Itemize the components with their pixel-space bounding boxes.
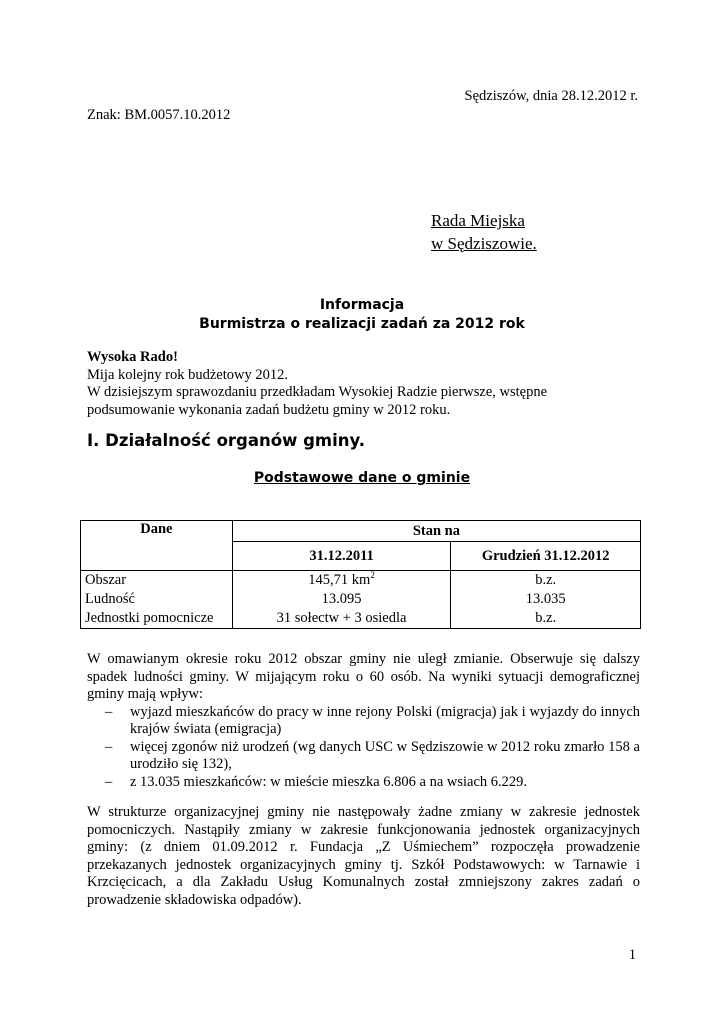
cell-ludnosc-2011: 13.095 — [321, 591, 362, 607]
list-item: – wyjazd mieszkańców do pracy w inne rejony Polski (migracja) jak i wyjazdy do innych krajów świata (emigracja) — [105, 703, 640, 737]
cell-obszar-2012: b.z. — [535, 572, 557, 588]
demography-paragraph — [87, 651, 640, 791]
municipality-data-table — [80, 520, 641, 629]
document-subtitle: Burmistrza o realizacji zadań za 2012 rok — [199, 316, 525, 332]
demography-intro: W omawianym okresie roku 2012 obszar gminy nie uległ zmianie. Obserwuje się dalszy spadek ludności gminy. W mijającym roku o 60 osób. Na wyniki sytuacji demograficznej gminy mają wpływ: — [87, 651, 640, 702]
document-title: Informacja — [319, 297, 405, 313]
demography-factors-list — [87, 704, 640, 792]
column-header-2012: Grudzień 31.12.2012 — [451, 542, 641, 571]
table-row-labels — [81, 571, 233, 629]
dash-bullet: – — [105, 703, 113, 720]
table-column-2011-values — [232, 571, 451, 629]
greeting-block — [87, 349, 640, 419]
organization-paragraph: W strukturze organizacyjnej gminy nie następowały żadne zmiany w zakresie jednostek pomocniczych. Nastąpiły zmiany w zakresie funkcjonowania jednostek organizacyjnych gminy: (z dniem 01.09.2012 r. Fundacja „Z Uśmiechem” rozpoczęła prowadzenie przekazanych jednostek organizacyjnych gminy tj. Szkół Podstawowych: w Tarnawie i Krzcięcicach, a dla Zakładu Usług Komunalnych został zmniejszony zakres zadań o prowadzenie składowiska odpadów). — [87, 804, 640, 908]
cell-jednostki-2012: b.z. — [535, 610, 557, 626]
superscript-2: 2 — [370, 570, 375, 581]
section-subheading: Podstawowe dane o gminie — [253, 470, 471, 486]
list-item: – więcej zgonów niż urodzeń (wg danych USC w Sędziszowie w 2012 roku zmarło 158 a urodziło się 132), — [105, 738, 640, 772]
cell-ludnosc-2012: 13.035 — [525, 591, 566, 607]
row-label-ludnosc: Ludność — [85, 591, 135, 607]
addressee-line-2: w Sędziszowie. — [431, 234, 537, 253]
row-label-obszar: Obszar — [85, 572, 127, 588]
list-item: – z 13.035 mieszkańców: w mieście mieszka 6.806 a na wsiach 6.229. — [105, 773, 528, 790]
document-sign: Znak: BM.0057.10.2012 — [87, 107, 231, 123]
place-date: Sędziszów, dnia 28.12.2012 r. — [464, 88, 638, 104]
addressee-line-1: Rada Miejska — [431, 211, 525, 230]
dash-bullet: – — [105, 738, 113, 755]
column-header-stan: Stan na — [232, 521, 640, 542]
page-number: 1 — [628, 947, 636, 963]
row-label-jednostki: Jednostki pomocnicze — [85, 610, 214, 626]
section-heading: I. Działalność organów gminy. — [87, 431, 365, 450]
greeting-line-2: W dzisiejszym sprawozdaniu przedkładam Wysokiej Radzie pierwsze, wstępne — [87, 384, 548, 400]
column-header-2011: 31.12.2011 — [232, 542, 451, 571]
cell-obszar-2011: 145,71 $km^2$ — [308, 570, 375, 588]
table-column-2012-values — [451, 571, 641, 629]
dash-bullet: – — [105, 773, 113, 790]
cell-jednostki-2011: 31 sołectw + 3 osiedla — [276, 610, 407, 626]
salutation: Wysoka Rado! — [87, 349, 178, 365]
greeting-line-1: Mija kolejny rok budżetowy 2012. — [87, 366, 288, 383]
greeting-line-3: podsumowanie wykonania zadań budżetu gminy w 2012 roku. — [87, 401, 451, 418]
column-header-dane: Dane — [81, 521, 233, 571]
